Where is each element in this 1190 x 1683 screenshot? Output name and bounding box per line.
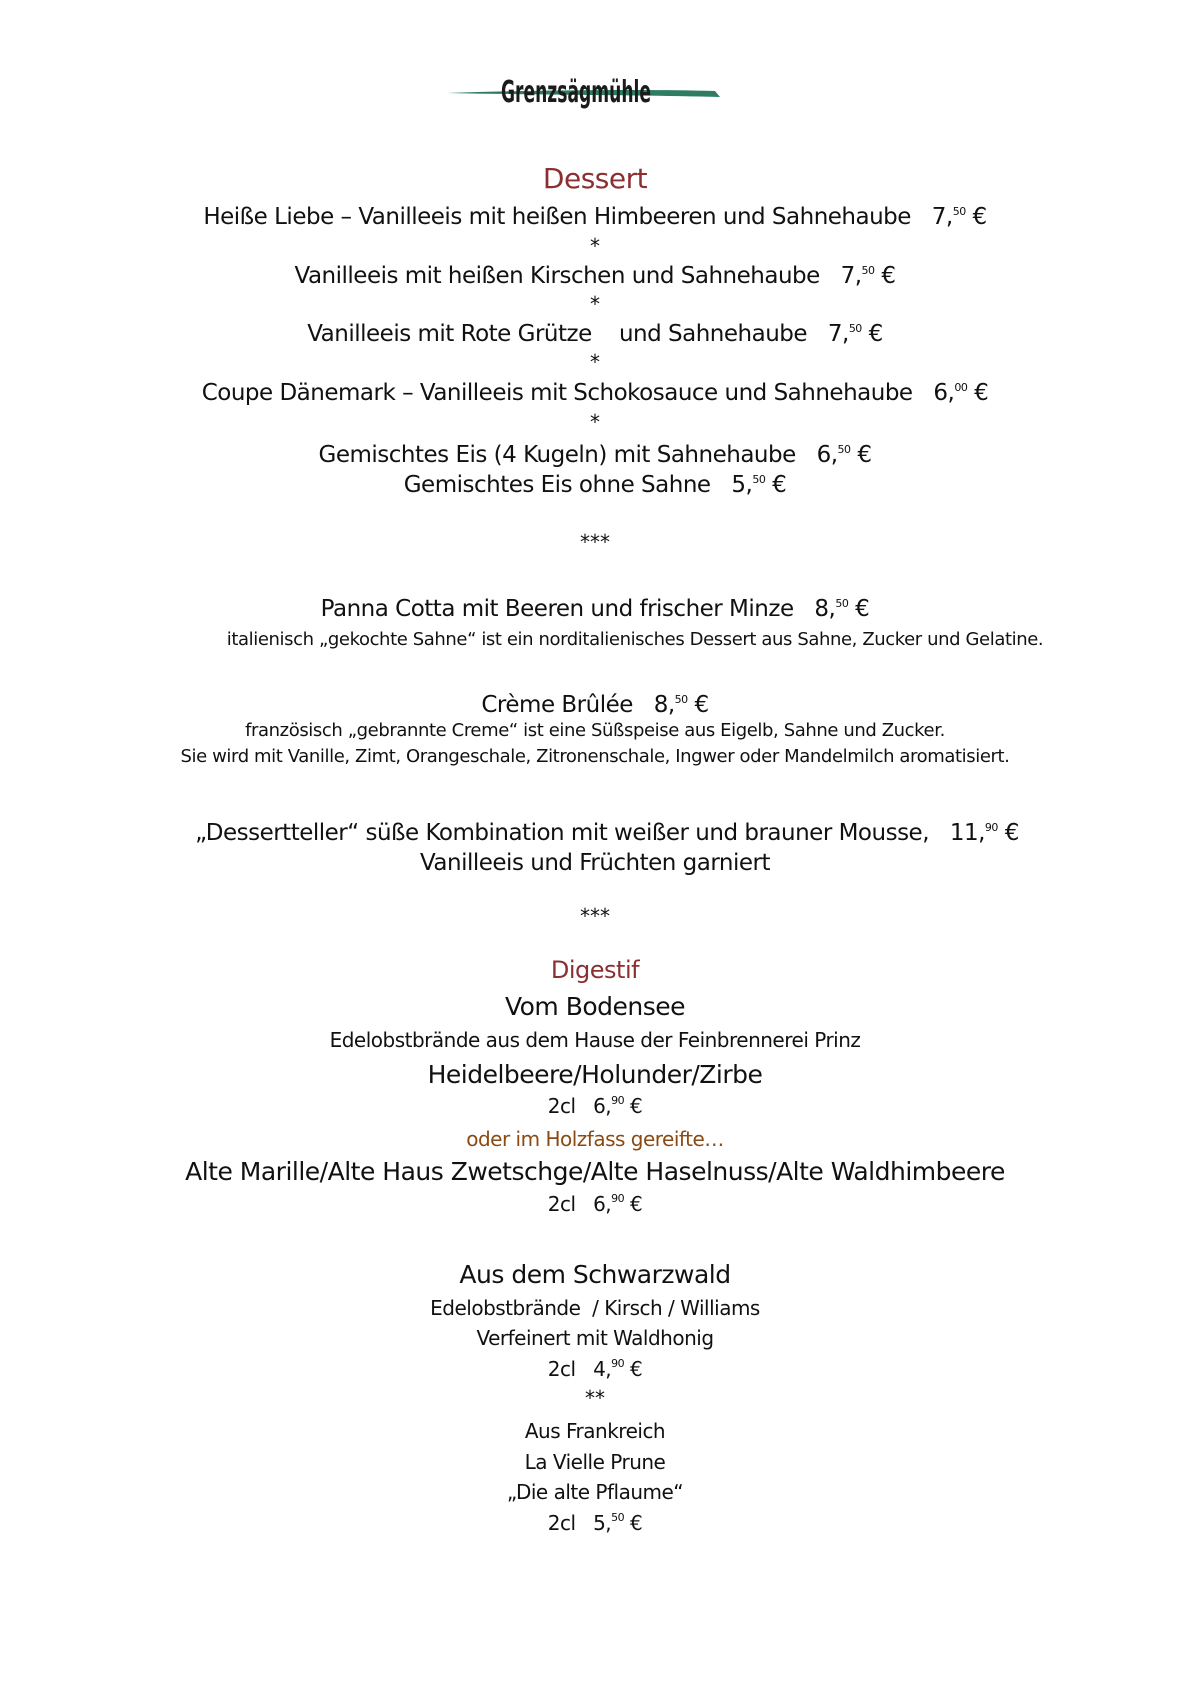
bodensee-price-1: 2cl 6,90 € (547, 1094, 643, 1118)
creme-brulee-description-1: französisch „gebrannte Creme“ ist eine Süßspeise aus Eigelb, Sahne und Zucker. (245, 720, 945, 741)
item-name: Coupe Dänemark – Vanilleeis mit Schokosauce und Sahnehaube (201, 380, 913, 406)
schwarzwald-price: 2cl 4,90 € (547, 1357, 643, 1381)
star-separator: * (590, 350, 600, 374)
triple-star-separator: *** (580, 904, 610, 928)
item-name: Gemischtes Eis ohne Sahne (403, 472, 711, 498)
item-name: Vanilleeis mit Rote Grütze und Sahnehaube (307, 321, 808, 347)
dessert-teller (12, 820, 1190, 846)
item-price: 8,50 € (814, 596, 870, 622)
bodensee-price-2: 2cl 6,90 € (547, 1192, 643, 1216)
origin-frankreich: Aus Frankreich (524, 1419, 666, 1443)
dessert-item-1 (0, 204, 1190, 230)
triple-star-separator: *** (580, 530, 610, 554)
bodensee-varieties-1: Heidelbeere/Holunder/Zirbe (427, 1060, 763, 1089)
origin-schwarzwald: Aus dem Schwarzwald (459, 1260, 731, 1289)
section-title-digestif: Digestif (550, 956, 640, 984)
dessert-item-6 (0, 472, 1190, 498)
star-separator: * (590, 234, 600, 258)
dessert-panna-cotta (0, 596, 1190, 622)
schwarzwald-honey-note: Verfeinert mit Waldhonig (476, 1326, 714, 1350)
frankreich-price: 2cl 5,50 € (547, 1511, 643, 1535)
frankreich-translation: „Die alte Pflaume“ (506, 1480, 684, 1504)
item-price: 7,50 € (931, 204, 987, 230)
item-price: 7,50 € (827, 321, 883, 347)
item-name: Crème Brûlée (481, 692, 633, 718)
dessert-item-4 (0, 380, 1190, 406)
dessert-creme-brulee (0, 692, 1190, 718)
origin-bodensee: Vom Bodensee (504, 992, 686, 1021)
item-name: Gemischtes Eis (4 Kugeln) mit Sahnehaube (318, 442, 796, 468)
star-separator: * (590, 292, 600, 316)
item-name: Panna Cotta mit Beeren und frischer Minze (320, 596, 794, 622)
double-star-separator: ** (585, 1386, 605, 1410)
star-separator: * (590, 410, 600, 434)
item-price: 6,00 € (933, 380, 989, 406)
item-price: 11,90 € (949, 820, 1019, 846)
dessert-item-5 (0, 442, 1190, 468)
item-price: 6,50 € (816, 442, 872, 468)
item-name: „Dessertteller“ süße Kombination mit weißer und brauner Mousse, (195, 820, 930, 846)
item-name: Vanilleeis mit heißen Kirschen und Sahnehaube (294, 263, 820, 289)
item-price: 5,50 € (731, 472, 787, 498)
item-price: 8,50 € (653, 692, 709, 718)
frankreich-product: La Vielle Prune (524, 1450, 666, 1474)
item-price: 7,50 € (840, 263, 896, 289)
dessert-teller-line2: Vanilleeis und Früchten garniert (419, 850, 771, 876)
bodensee-producer: Edelobstbrände aus dem Hause der Feinbrennerei Prinz (329, 1028, 861, 1052)
restaurant-logo (445, 62, 735, 130)
schwarzwald-varieties: Edelobstbrände / Kirsch / Williams (430, 1296, 760, 1320)
bodensee-varieties-2: Alte Marille/Alte Haus Zwetschge/Alte Haselnuss/Alte Waldhimbeere (185, 1157, 1005, 1186)
panna-cotta-description: italienisch „gekochte Sahne“ ist ein norditalienisches Dessert aus Sahne, Zucker und Gelatine. (226, 629, 1044, 650)
item-name: Heiße Liebe – Vanilleeis mit heißen Himbeeren und Sahnehaube (203, 204, 911, 230)
dessert-item-3 (0, 321, 1190, 347)
creme-brulee-description-2: Sie wird mit Vanille, Zimt, Orangeschale, Zitronenschale, Ingwer oder Mandelmilch aromatisiert. (180, 746, 1010, 767)
dessert-item-2 (0, 263, 1190, 289)
holzfass-note: oder im Holzfass gereifte… (466, 1127, 724, 1151)
section-title-dessert: Dessert (542, 162, 648, 195)
logo-text: Grenzsägmühle (501, 75, 651, 110)
